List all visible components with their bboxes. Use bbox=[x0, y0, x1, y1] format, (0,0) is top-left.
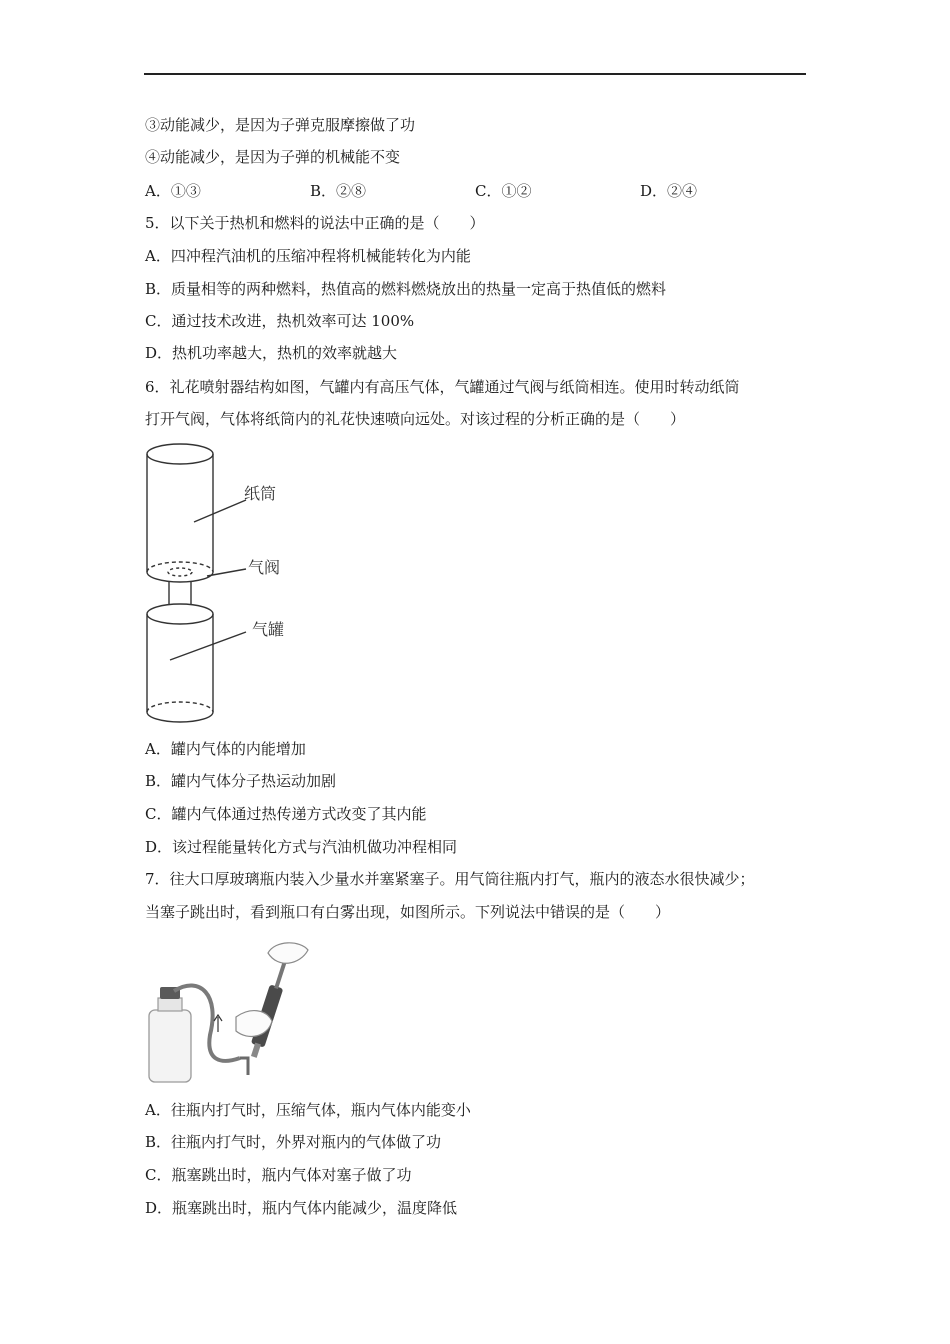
header-rule bbox=[144, 73, 806, 75]
q5-stem: 5．以下关于热机和燃料的说法中正确的是（ ） bbox=[145, 214, 485, 232]
label-gas-tank: 气罐 bbox=[252, 620, 285, 639]
q6-option-b[interactable]: B．罐内气体分子热运动加剧 bbox=[145, 772, 337, 790]
q7-figure-bottle-pump bbox=[140, 935, 320, 1090]
q6-stem-line2: 打开气阀，气体将纸筒内的礼花快速喷向远处。对该过程的分析正确的是（ ） bbox=[145, 410, 686, 428]
statement-3: ③动能减少，是因为子弹克服摩擦做了功 bbox=[145, 116, 416, 134]
q6-figure-fireworks-launcher bbox=[140, 442, 300, 732]
q6-option-d[interactable]: D．该过程能量转化方式与汽油机做功冲程相同 bbox=[145, 838, 458, 856]
q4-option-c[interactable]: C．①② bbox=[475, 182, 532, 200]
q4-option-b[interactable]: B．②⑧ bbox=[310, 182, 367, 200]
q7-option-d[interactable]: D．瓶塞跳出时，瓶内气体内能减少，温度降低 bbox=[145, 1199, 458, 1217]
q5-option-b[interactable]: B．质量相等的两种燃料，热值高的燃料燃烧放出的热量一定高于热值低的燃料 bbox=[145, 280, 667, 298]
label-valve: 气阀 bbox=[248, 558, 281, 577]
q6-stem-line1: 6．礼花喷射器结构如图，气罐内有高压气体，气罐通过气阀与纸筒相连。使用时转动纸筒 bbox=[145, 378, 740, 396]
q4-option-a[interactable]: A．①③ bbox=[145, 182, 201, 200]
q7-option-c[interactable]: C．瓶塞跳出时，瓶内气体对塞子做了功 bbox=[145, 1166, 412, 1184]
q6-option-c[interactable]: C．罐内气体通过热传递方式改变了其内能 bbox=[145, 805, 427, 823]
statement-4: ④动能减少，是因为子弹的机械能不变 bbox=[145, 148, 401, 166]
q7-stem-line1: 7．往大口厚玻璃瓶内装入少量水并塞紧塞子。用气筒往瓶内打气，瓶内的液态水很快减少； bbox=[145, 870, 755, 888]
q5-option-d[interactable]: D．热机功率越大，热机的效率就越大 bbox=[145, 344, 398, 362]
q7-stem-line2: 当塞子跳出时，看到瓶口有白雾出现，如图所示。下列说法中错误的是（ ） bbox=[145, 903, 671, 921]
q4-option-d[interactable]: D．②④ bbox=[640, 182, 698, 200]
q7-option-a[interactable]: A．往瓶内打气时，压缩气体，瓶内气体内能变小 bbox=[145, 1101, 471, 1119]
q7-option-b[interactable]: B．往瓶内打气时，外界对瓶内的气体做了功 bbox=[145, 1133, 442, 1151]
q6-option-a[interactable]: A．罐内气体的内能增加 bbox=[145, 740, 306, 758]
q5-option-c[interactable]: C．通过技术改进，热机效率可达 100% bbox=[145, 312, 415, 330]
label-paper-tube: 纸筒 bbox=[244, 484, 277, 503]
q5-option-a[interactable]: A．四冲程汽油机的压缩冲程将机械能转化为内能 bbox=[145, 247, 471, 265]
